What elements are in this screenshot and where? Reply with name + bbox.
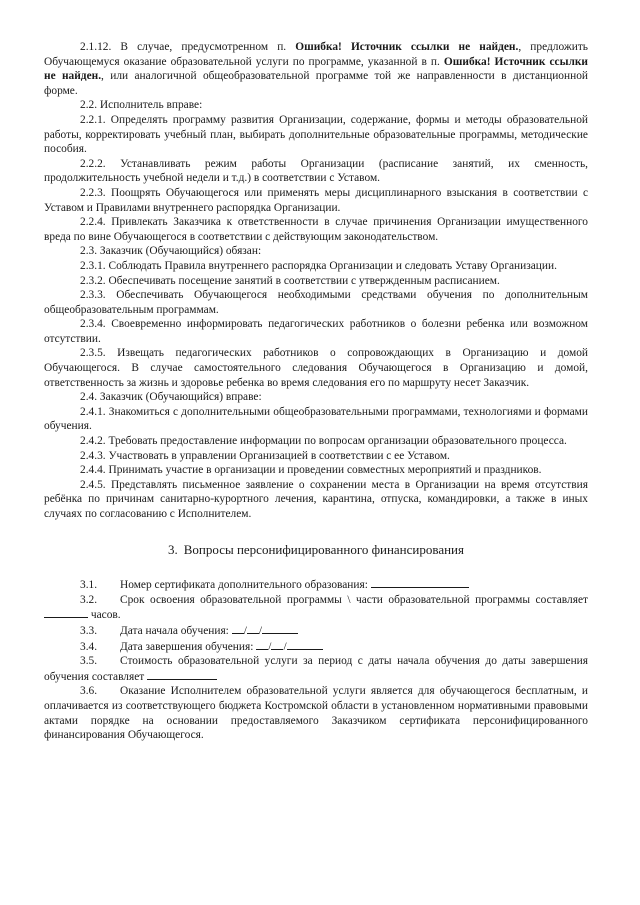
- clause-2-4-4: 2.4.4. Принимать участие в организации и проведении совместных мероприятий и праздников.: [80, 464, 542, 477]
- reference-error: Ошибка! Источник ссылки не найден.: [44, 55, 588, 83]
- cost-blank[interactable]: [147, 669, 217, 680]
- item-number: 3.5.: [80, 655, 98, 668]
- item-text-tail: часов.: [88, 609, 121, 622]
- clause-2-3-4: 2.3.4. Своевременно информировать педагогических работников о болезни ребенка или возможном отсутствии.: [44, 318, 588, 345]
- date-separator: /: [258, 624, 263, 637]
- start-month-blank[interactable]: [247, 623, 259, 634]
- clause-2-2-2: 2.2.2. Устанавливать режим работы Организации (расписание занятий, их сменность, продолжительность учебной недели и т.д.) в соответствии с Уставом.: [44, 157, 588, 185]
- clause-2-4-3: 2.4.3. Участвовать в управлении Организацией в соответствии с ее Уставом.: [80, 449, 450, 462]
- clause-2-3-2: 2.3.2. Обеспечивать посещение занятий в соответствии с утвержденным расписанием.: [80, 274, 500, 287]
- item-number: 3.1.: [80, 579, 98, 592]
- item-number: 3.4.: [80, 640, 98, 653]
- clause-2-2-4: 2.2.4. Привлекать Заказчика к ответственности в случае причинения Организации имущественного вреда по вине Обучающегося в соответствии с действующим законодательством.: [44, 216, 588, 243]
- clause-2-2-3: 2.2.3. Поощрять Обучающегося или применять меры дисциплинарного взыскания в соответствии с Уставом и Правилами внутреннего распорядка Организации.: [44, 186, 588, 214]
- certificate-number-blank[interactable]: [371, 577, 469, 588]
- item-3-3: [44, 623, 588, 639]
- item-3-2: [44, 593, 588, 623]
- hours-blank[interactable]: [44, 607, 88, 618]
- date-separator: /: [283, 640, 287, 653]
- item-number: 3.6.: [80, 685, 98, 698]
- start-year-blank[interactable]: [262, 623, 298, 634]
- item-text: Оказание Исполнителем образовательной услуги является для обучающегося бесплатным, и оплачивается из соответствующего бюджета Костромской области в установленном нормативными правовыми актами порядке на основании предоставляемого Заказчиком сертификата персонифицированного финансирования Обучающегося.: [44, 685, 588, 742]
- item-number: 3.2.: [80, 593, 98, 606]
- clause-2-4-2: 2.4.2. Требовать предоставление информации по вопросам организации образовательного процесса.: [80, 435, 567, 448]
- clause-2-3-1: 2.3.1. Соблюдать Правила внутреннего распорядка Организации и следовать Уставу Организации.: [80, 259, 557, 272]
- date-separator: /: [268, 640, 272, 653]
- clause-2-4: 2.4. Заказчик (Обучающийся) вправе:: [80, 391, 262, 404]
- clause-2-4-5: 2.4.5. Представлять письменное заявление о сохранении места в Организации на время отсутствия ребёнка по причинам санитарно-курортного лечения, карантина, отпуска, командировки, а также в иных случаях по согласованию с Исполнителем.: [44, 478, 588, 520]
- clause-text: , или аналогичной общеобразовательной программе той же направленности в дистанционной форме.: [44, 70, 588, 97]
- section-title: Вопросы персонифицированного финансирования: [183, 541, 464, 557]
- clause-2-3-5: 2.3.5. Извещать педагогических работников о сопровождающих в Организацию и домой Обучающегося. В случае самостоятельного следования Обучающегося в Организацию и домой, ответственность за жизнь и здоровье ребенка во время следования его по маршруту несет Заказчик.: [44, 347, 588, 389]
- clause-text: 2.1.12. В случае, предусмотренном п.: [80, 41, 296, 53]
- item-text: Дата начала обучения:: [120, 624, 232, 637]
- date-separator: /: [243, 624, 247, 637]
- clause-2-2: 2.2. Исполнитель вправе:: [80, 99, 203, 112]
- item-number: 3.3.: [80, 624, 98, 637]
- item-text: Стоимость образовательной услуги за период с даты начала обучения до даты завершения обучения составляет: [44, 655, 588, 683]
- clause-2-3: 2.3. Заказчик (Обучающийся) обязан:: [80, 245, 262, 258]
- reference-error: Ошибка! Источник ссылки не найден.: [295, 41, 519, 53]
- end-day-blank[interactable]: [256, 639, 268, 650]
- section-number: 3.: [168, 541, 178, 557]
- item-text: Дата завершения обучения:: [120, 640, 257, 653]
- end-year-blank[interactable]: [287, 639, 323, 650]
- item-3-1: [44, 577, 588, 593]
- item-text: Номер сертификата дополнительного образования:: [120, 579, 371, 592]
- clause-2-1-12: [44, 40, 588, 98]
- item-3-4: [44, 639, 588, 655]
- item-3-5: [44, 654, 588, 684]
- clause-2-2-1: 2.2.1. Определять программу развития Организации, содержание, формы и методы образовательной работы, корректировать учебный план, выбирать дополнительные образовательные программы, методические пособия.: [44, 113, 588, 156]
- end-month-blank[interactable]: [271, 639, 283, 650]
- clause-text: , предложить Обучающемуся оказание образовательной услуги по программе, указанной в п.: [44, 41, 589, 68]
- item-text: Срок освоения образовательной программы \ части образовательной программы составляет: [120, 593, 588, 606]
- clause-2-3-3: 2.3.3. Обеспечивать Обучающегося необходимыми средствами обучения по дополнительным общеобразовательным программам.: [44, 289, 588, 316]
- section-3-heading: [44, 543, 588, 558]
- item-3-6: [44, 684, 588, 742]
- document-page: [44, 40, 588, 743]
- clause-2-4-1: 2.4.1. Знакомиться с дополнительными общеобразовательными программами, технологиями и формами обучения.: [44, 405, 588, 433]
- start-day-blank[interactable]: [232, 623, 244, 634]
